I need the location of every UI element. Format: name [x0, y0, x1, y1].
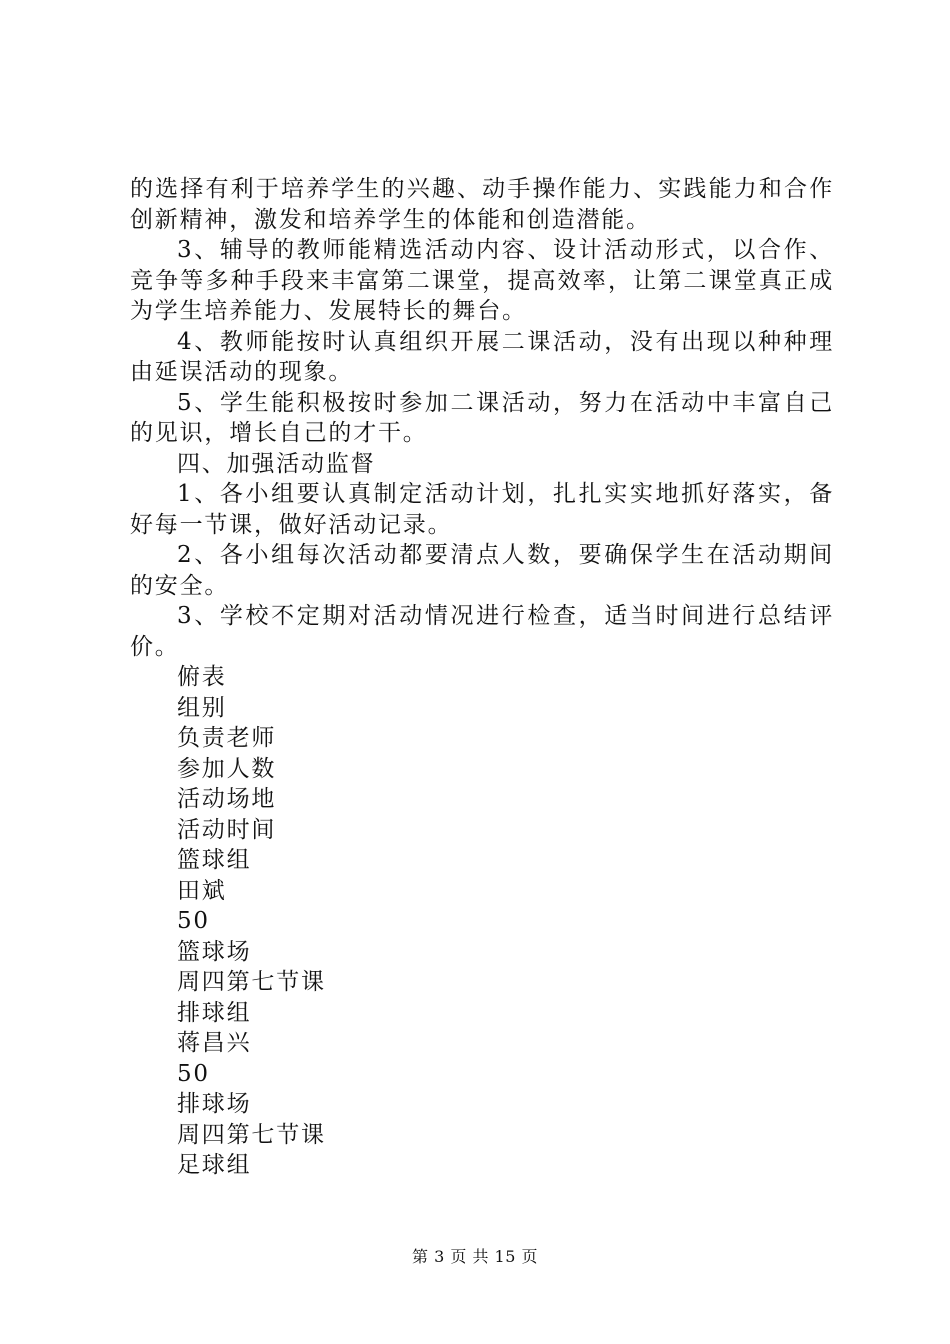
section-heading: 四、加强活动监督 — [177, 450, 376, 477]
paragraph-supervision-2: 2、各小组每次活动都要清点人数，要确保学生在活动期间的安全。 — [130, 542, 834, 599]
table-cell: 足球组 — [177, 1152, 252, 1178]
paragraph-item-3: 3、辅导的教师能精选活动内容、设计活动形式，以合作、竞争等多种手段来丰富第二课堂，提高效率，让第二课堂真正成为学生培养能力、发展特长的舞台。 — [130, 237, 834, 324]
table-header-time: 活动时间 — [177, 816, 277, 843]
table-cell: 篮球组 — [177, 847, 252, 873]
table-header-count: 参加人数 — [177, 755, 277, 782]
paragraph-item-4: 4、教师能按时认真组织开展二课活动，没有出现以种种理由延误活动的现象。 — [130, 328, 834, 385]
table-cell: 田斌 — [177, 877, 227, 904]
table-cell: 蒋昌兴 — [177, 1030, 252, 1056]
table-cell: 排球组 — [177, 999, 252, 1026]
appendix-title: 俯表 — [177, 664, 227, 690]
document-body — [130, 174, 834, 1181]
paragraph-supervision-1: 1、各小组要认真制定活动计划，扎扎实实地抓好落实，备好每一节课，做好活动记录。 — [130, 481, 834, 538]
table-cell: 排球场 — [177, 1091, 252, 1117]
table-cell: 周四第七节课 — [177, 1121, 326, 1148]
table-header-group: 组别 — [177, 694, 227, 721]
paragraph-supervision-3: 3、学校不定期对活动情况进行检查，适当时间进行总结评价。 — [130, 603, 834, 660]
table-cell: 周四第七节课 — [177, 969, 326, 995]
paragraph-continuation: 的选择有利于培养学生的兴趣、动手操作能力、实践能力和合作创新精神，激发和培养学生的体能和创造潜能。 — [130, 176, 834, 233]
table-header-venue: 活动场地 — [177, 786, 277, 812]
page-footer: 第 3 页 共 15 页 — [412, 1247, 538, 1266]
table-cell: 50 — [177, 1060, 210, 1087]
paragraph-item-5: 5、学生能积极按时参加二课活动，努力在活动中丰富自己的见识，增长自己的才干。 — [130, 389, 834, 446]
table-header-teacher: 负责老师 — [177, 725, 277, 751]
table-cell: 篮球场 — [177, 938, 252, 965]
appendix-table-text — [130, 662, 834, 1181]
table-cell: 50 — [177, 908, 210, 934]
